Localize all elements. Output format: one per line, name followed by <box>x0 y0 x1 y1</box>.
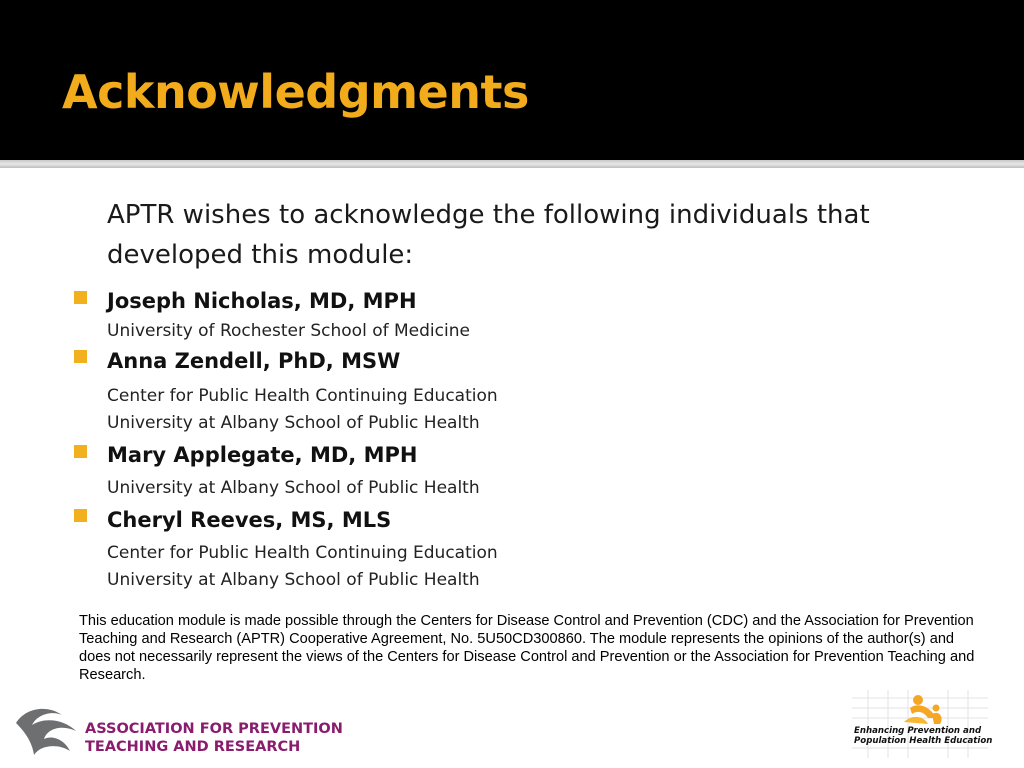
person-name: Cheryl Reeves, MS, MLS <box>107 508 392 532</box>
ephpe-logo <box>848 688 993 760</box>
ephpe-tagline-line1: Enhancing Prevention and <box>854 726 982 736</box>
aptr-swoosh-icon <box>14 705 78 757</box>
ephpe-grid-graphic <box>848 688 993 760</box>
funding-disclaimer: This education module is made possible through the Centers for Disease Control and Prevention (CDC) and the Association for Prevention Teaching and Research (APTR) Cooperative Agreement, No. 5U50CD300860. The module represents the opinions of the author(s) and does not necessarily represent the views of the Centers for Disease Control and Prevention or the Association for Prevention Teaching and Research. <box>79 613 975 683</box>
title-divider <box>0 160 1024 168</box>
aptr-name-line1: ASSOCIATION FOR PREVENTION <box>85 721 343 737</box>
person-affiliation: University at Albany School of Public Health <box>107 413 480 433</box>
figures-icon <box>904 695 942 724</box>
person-affiliation: Center for Public Health Continuing Education <box>107 543 498 563</box>
person-name: Mary Applegate, MD, MPH <box>107 443 418 467</box>
intro-text: APTR wishes to acknowledge the following individuals that developed this module: <box>107 200 870 270</box>
person-name: Anna Zendell, PhD, MSW <box>107 349 401 373</box>
person-affiliation: Center for Public Health Continuing Education <box>107 386 498 406</box>
person-affiliation: University at Albany School of Public Health <box>107 478 480 498</box>
square-bullet-icon <box>74 509 87 522</box>
slide-title: Acknowledgments <box>62 65 529 119</box>
ephpe-tagline-line2: Population Health Education <box>854 736 993 746</box>
person-affiliation: University at Albany School of Public Health <box>107 570 480 590</box>
square-bullet-icon <box>74 291 87 304</box>
square-bullet-icon <box>74 445 87 458</box>
person-affiliation: University of Rochester School of Medicine <box>107 321 470 341</box>
square-bullet-icon <box>74 350 87 363</box>
aptr-logo <box>14 705 354 760</box>
person-name: Joseph Nicholas, MD, MPH <box>107 289 417 313</box>
aptr-name-line2: TEACHING AND RESEARCH <box>85 739 301 755</box>
title-bar <box>0 0 1024 160</box>
